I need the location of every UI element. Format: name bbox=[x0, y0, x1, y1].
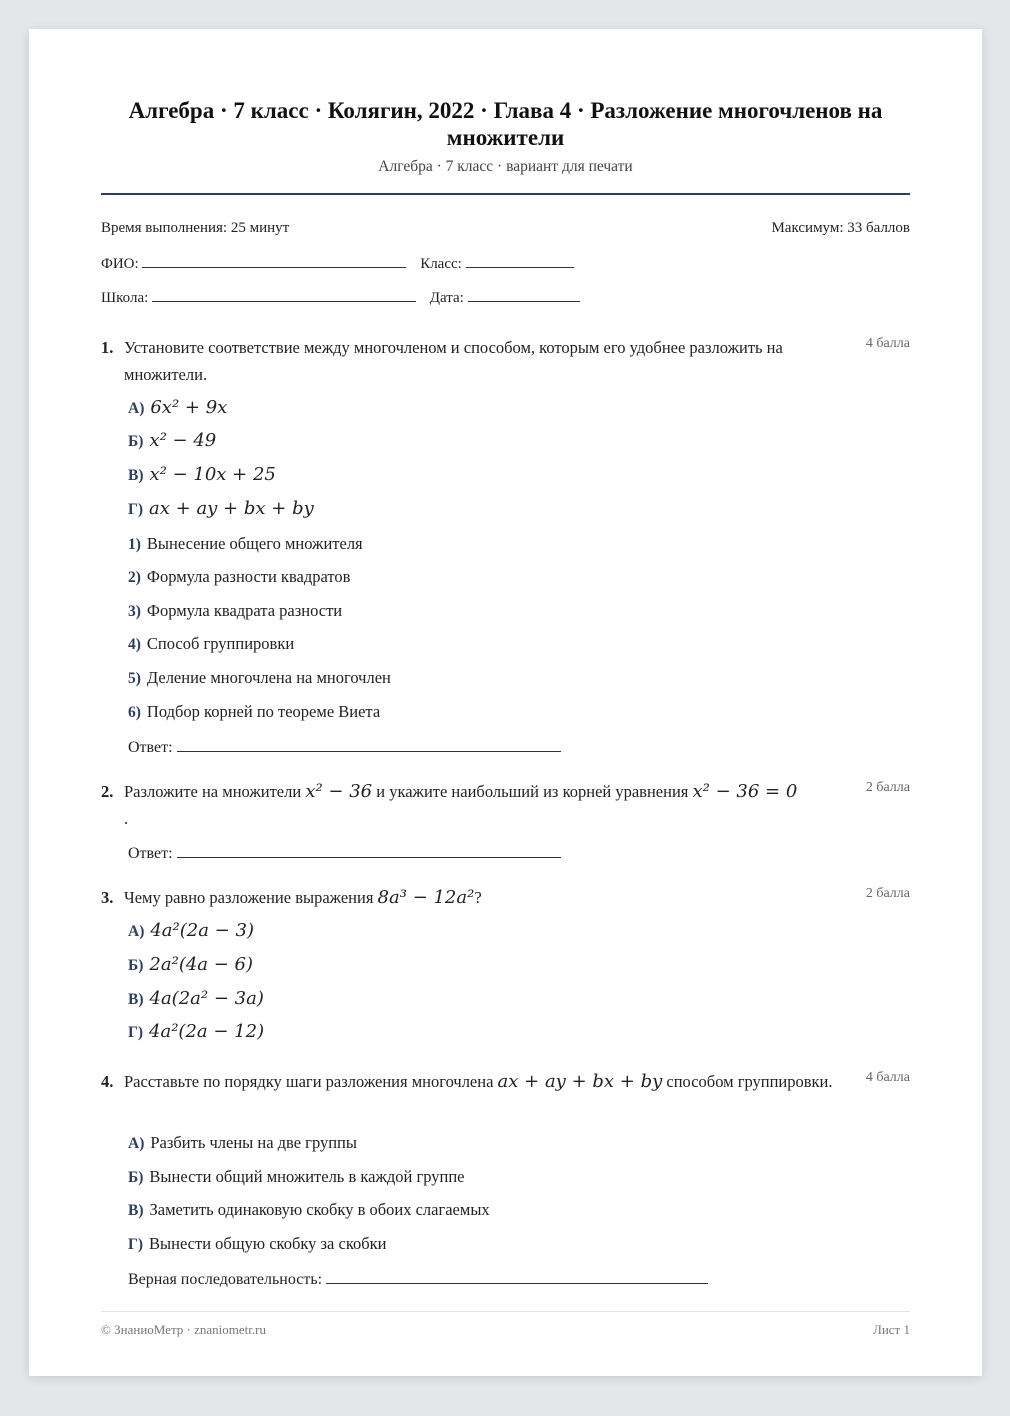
q1-right-item-4 bbox=[128, 634, 294, 654]
option-label: Б) bbox=[128, 957, 144, 974]
option-label: 6) bbox=[128, 704, 141, 721]
fio-field[interactable] bbox=[142, 253, 406, 268]
option-label: 4) bbox=[128, 636, 141, 653]
footer-divider bbox=[101, 1311, 910, 1312]
question-points: 2 балла bbox=[865, 886, 910, 901]
footer-copyright: © ЗнаниоМетр · znaniometr.ru bbox=[101, 1322, 266, 1337]
q4-step-d bbox=[128, 1234, 387, 1254]
page-number: Лист 1 bbox=[873, 1322, 910, 1337]
q1-right-item-5 bbox=[128, 668, 391, 688]
option-label: 5) bbox=[128, 670, 141, 687]
option-expression: 6x² + 9x bbox=[150, 397, 228, 418]
school-field[interactable] bbox=[152, 287, 416, 302]
question-points: 2 балла bbox=[865, 780, 910, 795]
question-text-part: Расставьте по порядку шаги разложения многочлена bbox=[124, 1072, 494, 1091]
question-points: 4 балла bbox=[865, 1070, 910, 1085]
option-label: Г) bbox=[128, 501, 144, 518]
question-number: 2. bbox=[101, 782, 114, 801]
q1-right-item-2 bbox=[128, 567, 350, 587]
page-subtitle: Алгебра · 7 класс · вариант для печати bbox=[378, 158, 633, 175]
q4-step-a bbox=[128, 1133, 357, 1153]
question-text-part: и укажите наибольший из корней уравнения bbox=[376, 782, 689, 801]
option-text: Вынести общий множитель в каждой группе bbox=[149, 1167, 465, 1186]
question-expression: 8a³ − 12a² bbox=[377, 887, 475, 908]
q1-right-item-1 bbox=[128, 534, 363, 554]
question-text-part: ? bbox=[474, 888, 482, 907]
max-score: Максимум: 33 баллов bbox=[771, 220, 910, 236]
option-label: Б) bbox=[128, 1169, 144, 1186]
question-text-part: способом группировки. bbox=[666, 1072, 833, 1091]
question-number: 4. bbox=[101, 1072, 114, 1091]
option-label: 1) bbox=[128, 536, 141, 553]
class-label: Класс: bbox=[420, 256, 462, 272]
q1-answer-row bbox=[128, 737, 561, 757]
answer-label: Верная последовательность: bbox=[128, 1271, 323, 1288]
class-field[interactable] bbox=[466, 253, 574, 268]
worksheet-page bbox=[29, 29, 982, 1376]
question-expression: x² − 36 bbox=[305, 781, 373, 802]
option-text: Деление многочлена на многочлен bbox=[146, 668, 391, 687]
option-label: В) bbox=[128, 467, 144, 484]
question-text bbox=[124, 884, 854, 911]
option-expression: 4a²(2a − 12) bbox=[149, 1021, 265, 1042]
option-label: А) bbox=[128, 923, 145, 940]
question-expression: x² − 36 = 0 bbox=[692, 781, 798, 802]
option-expression: 4a²(2a − 3) bbox=[150, 920, 254, 941]
header-divider bbox=[101, 193, 910, 195]
option-label: 2) bbox=[128, 569, 141, 586]
option-expression: x² − 10x + 25 bbox=[149, 464, 276, 485]
answer-label: Ответ: bbox=[128, 845, 173, 862]
option-label: В) bbox=[128, 1202, 144, 1219]
answer-field[interactable] bbox=[177, 843, 561, 858]
option-text: Разбить члены на две группы bbox=[150, 1133, 357, 1152]
q1-left-item-d bbox=[128, 498, 314, 519]
option-label: А) bbox=[128, 400, 145, 417]
answer-field[interactable] bbox=[177, 737, 561, 752]
q3-option-a bbox=[128, 920, 254, 941]
fio-label: ФИО: bbox=[101, 256, 139, 272]
date-field[interactable] bbox=[468, 287, 580, 302]
q3-option-b bbox=[128, 954, 253, 975]
question-text bbox=[124, 778, 854, 832]
school-label: Школа: bbox=[101, 290, 149, 306]
q1-left-item-b bbox=[128, 430, 216, 451]
option-text: Подбор корней по теореме Виета bbox=[146, 702, 381, 721]
question-text-part: Разложите на множители bbox=[124, 782, 302, 801]
option-label: А) bbox=[128, 1135, 145, 1152]
option-expression: 4a(2a² − 3a) bbox=[149, 988, 264, 1009]
question-number: 1. bbox=[101, 338, 114, 357]
option-text: Вынесение общего множителя bbox=[146, 534, 363, 553]
q1-left-item-c bbox=[128, 464, 276, 485]
option-expression: 2a²(4a − 6) bbox=[149, 954, 254, 975]
q4-answer-row bbox=[128, 1269, 708, 1289]
question-text: Установите соответствие между многочленом и способом, которым его удобнее разложить на множители. bbox=[124, 338, 783, 384]
answer-field[interactable] bbox=[326, 1269, 708, 1284]
q2-answer-row bbox=[128, 843, 561, 863]
question-points: 4 балла bbox=[865, 336, 910, 351]
option-label: Г) bbox=[128, 1236, 144, 1253]
question-number: 3. bbox=[101, 888, 114, 907]
date-label: Дата: bbox=[429, 290, 464, 306]
option-label: Б) bbox=[128, 433, 144, 450]
q1-right-item-3 bbox=[128, 601, 342, 621]
school-row bbox=[101, 287, 580, 307]
time-limit: Время выполнения: 25 минут bbox=[101, 220, 290, 236]
option-expression: ax + ay + bx + by bbox=[149, 498, 314, 519]
q4-step-b bbox=[128, 1167, 465, 1187]
option-text: Заметить одинаковую скобку в обоих слагаемых bbox=[149, 1200, 490, 1219]
answer-label: Ответ: bbox=[128, 739, 173, 756]
q1-left-item-a bbox=[128, 397, 227, 418]
option-text: Способ группировки bbox=[146, 634, 295, 653]
question-expression: ax + ay + bx + by bbox=[497, 1071, 663, 1092]
page-title: Алгебра · 7 класс · Колягин, 2022 · Глава 4 · Разложение многочленов на множители bbox=[128, 98, 883, 150]
q3-option-d bbox=[128, 1021, 264, 1042]
question-text-part: . bbox=[124, 809, 129, 828]
option-label: Г) bbox=[128, 1024, 144, 1041]
question-text-part: Чему равно разложение выражения bbox=[124, 888, 374, 907]
q4-step-c bbox=[128, 1200, 490, 1220]
fio-row bbox=[101, 253, 574, 273]
q3-option-c bbox=[128, 988, 264, 1009]
question-text bbox=[124, 1068, 854, 1095]
q1-right-item-6 bbox=[128, 702, 380, 722]
option-label: 3) bbox=[128, 603, 141, 620]
option-text: Формула квадрата разности bbox=[146, 601, 343, 620]
option-label: В) bbox=[128, 991, 144, 1008]
option-expression: x² − 49 bbox=[149, 430, 217, 451]
option-text: Вынести общую скобку за скобки bbox=[149, 1234, 387, 1253]
option-text: Формула разности квадратов bbox=[146, 567, 351, 586]
